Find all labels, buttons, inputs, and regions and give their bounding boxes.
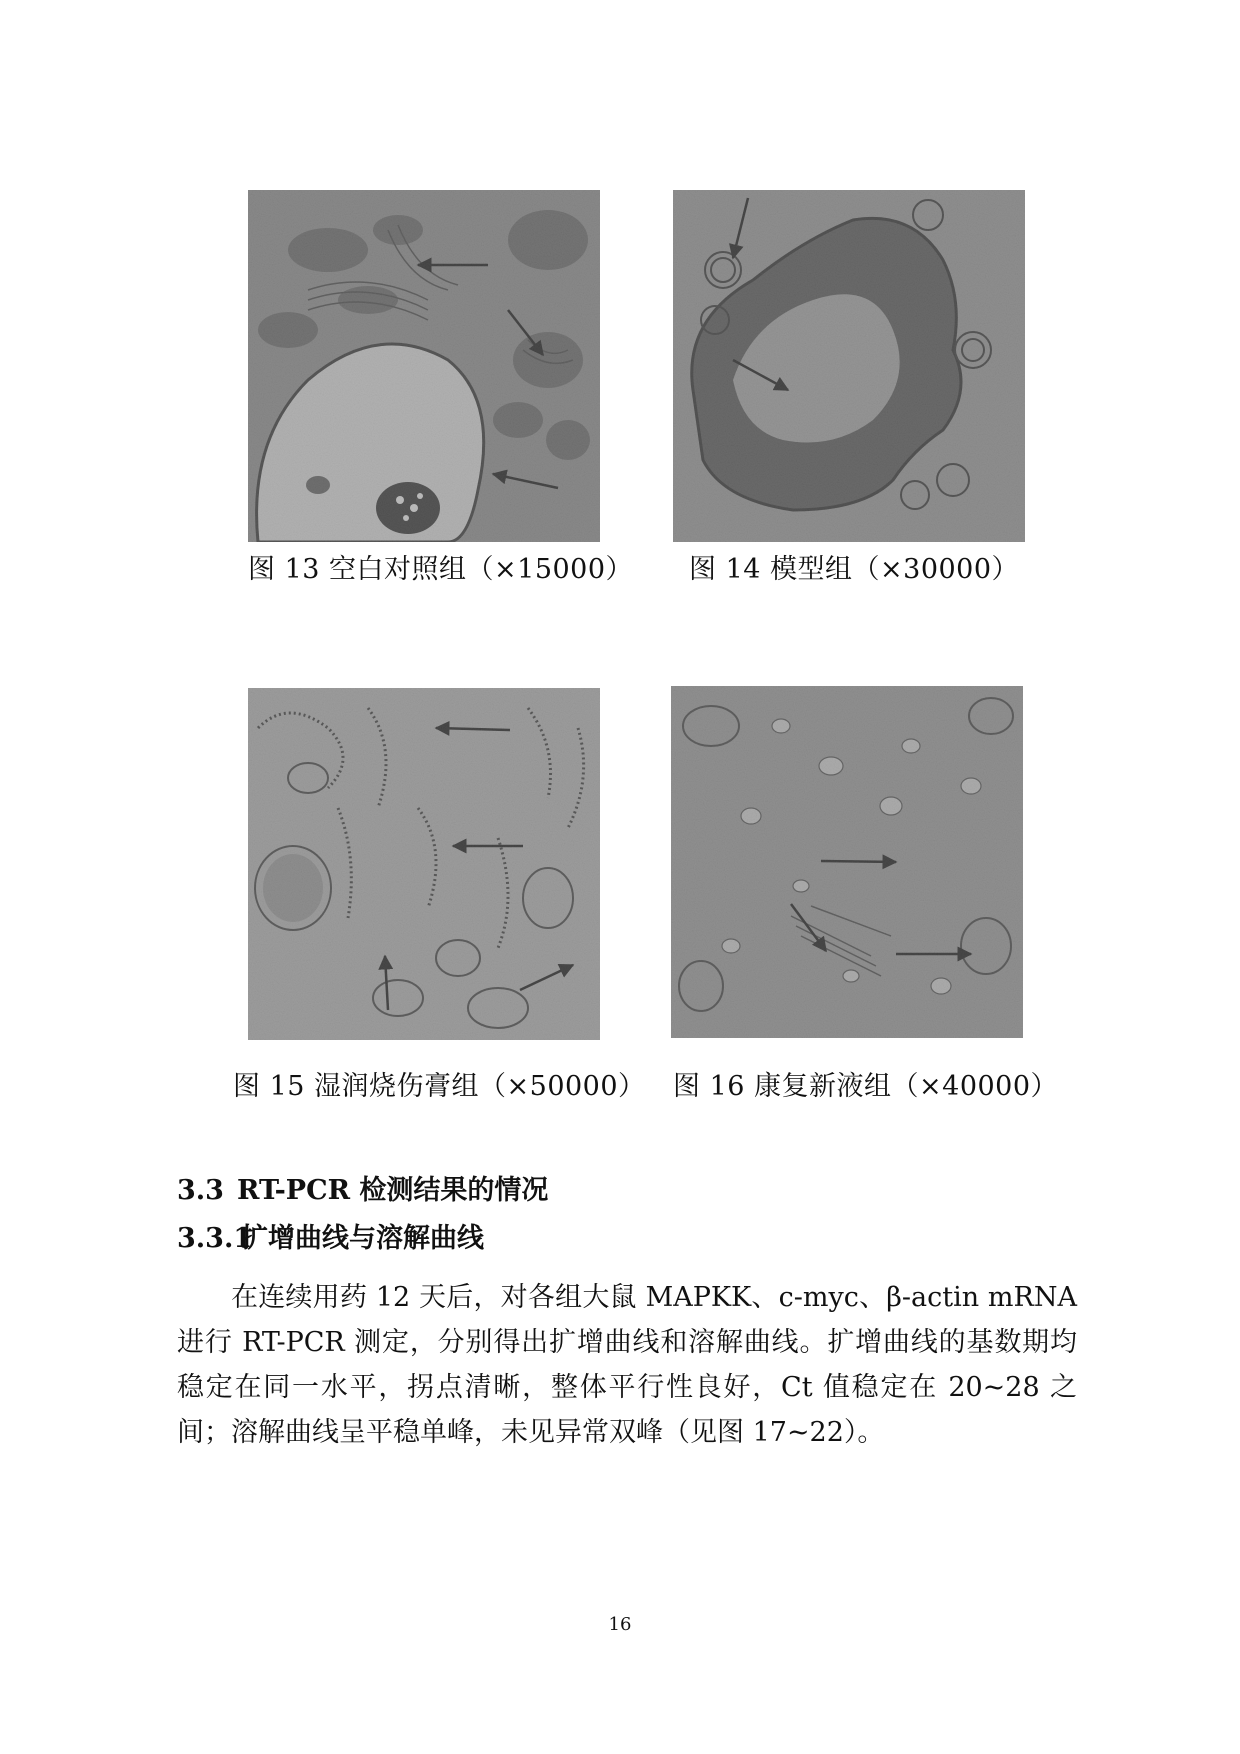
figure-16-caption: 图 16 康复新液组（×40000）	[673, 1071, 1059, 1102]
subsection-heading	[177, 1222, 484, 1256]
figure-14-micrograph	[673, 190, 1025, 542]
figure-13-caption: 图 13 空白对照组（×15000）	[248, 554, 634, 585]
figure-13-micrograph	[248, 190, 600, 542]
subsection-title: 扩增曲线与溶解曲线	[241, 1223, 484, 1254]
figure-15-caption: 图 15 湿润烧伤膏组（×50000）	[233, 1071, 646, 1102]
body-paragraph: 在连续用药 12 天后，对各组大鼠 MAPKK、c-myc、β-actin mRNA 进行 RT-PCR 测定，分别得出扩增曲线和溶解曲线。扩增曲线的基数期均稳定在同一水平，拐点清晰，整体平行性良好，Ct 值稳定在 20~28 之间；溶解曲线呈平稳单峰，未见异常双峰（见图 17~22）。	[177, 1282, 1077, 1448]
subsection-number: 3.3.1	[177, 1223, 253, 1254]
section-title: RT-PCR 检测结果的情况	[237, 1175, 549, 1206]
figure-14-caption: 图 14 模型组（×30000）	[689, 554, 1020, 585]
figure-16-micrograph	[671, 686, 1023, 1038]
section-heading	[177, 1174, 548, 1208]
section-number: 3.3	[177, 1175, 224, 1206]
body-text	[177, 1275, 1077, 1455]
figure-15-micrograph	[248, 688, 600, 1040]
page-number: 16	[608, 1614, 632, 1635]
